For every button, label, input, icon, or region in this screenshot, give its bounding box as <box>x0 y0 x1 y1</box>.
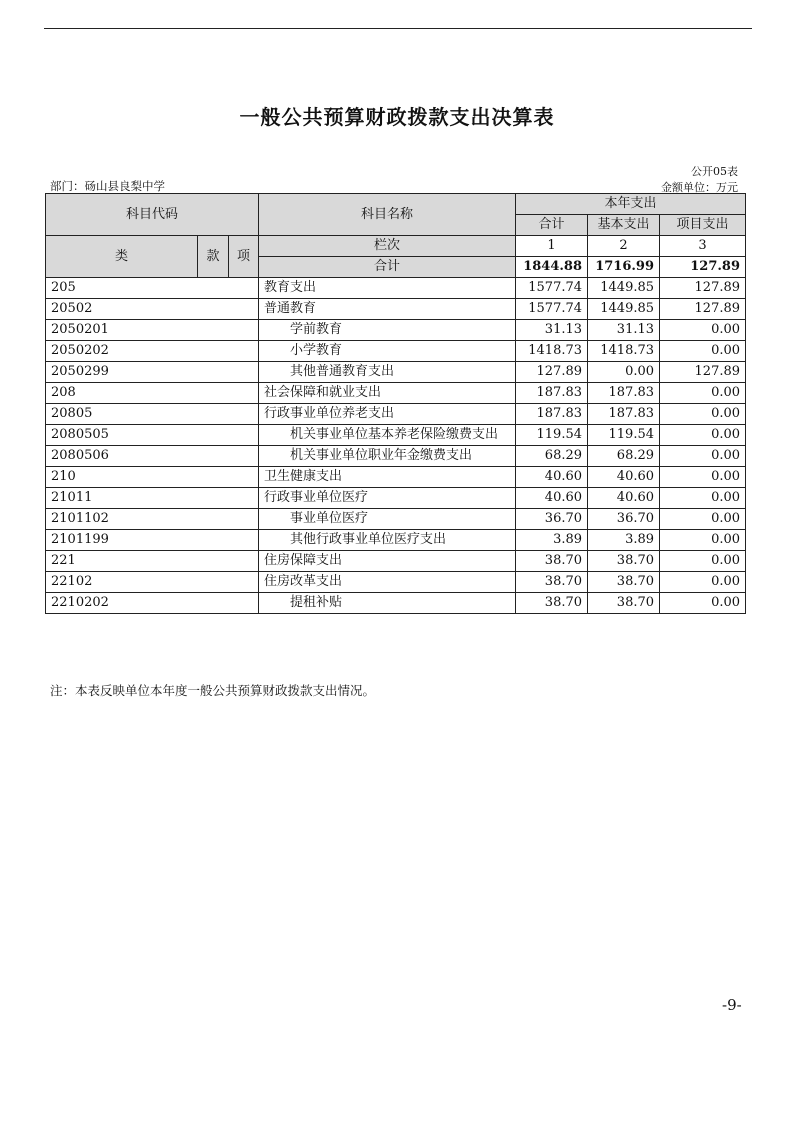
row-code: 2101199 <box>46 530 259 551</box>
row-project: 0.00 <box>660 530 746 551</box>
row-basic: 38.70 <box>588 572 660 593</box>
header-total: 合计 <box>516 215 588 236</box>
top-rule <box>44 28 752 29</box>
row-code: 2050299 <box>46 362 259 383</box>
row-total: 3.89 <box>516 530 588 551</box>
header-kuan: 款 <box>198 236 229 278</box>
row-name: 机关事业单位职业年金缴费支出 <box>259 446 516 467</box>
row-basic: 187.83 <box>588 383 660 404</box>
header-lei: 类 <box>46 236 198 278</box>
row-basic: 119.54 <box>588 425 660 446</box>
row-total: 38.70 <box>516 593 588 614</box>
table-row <box>46 362 746 383</box>
row-total: 187.83 <box>516 383 588 404</box>
row-project: 0.00 <box>660 404 746 425</box>
row-basic: 187.83 <box>588 404 660 425</box>
table-row <box>46 404 746 425</box>
table-row <box>46 278 746 299</box>
header-year-expense: 本年支出 <box>516 194 746 215</box>
row-name: 提租补贴 <box>259 593 516 614</box>
row-project: 0.00 <box>660 572 746 593</box>
table-row <box>46 572 746 593</box>
row-total: 1577.74 <box>516 299 588 320</box>
row-name: 小学教育 <box>259 341 516 362</box>
column-number-3: 3 <box>660 236 746 257</box>
table-row <box>46 551 746 572</box>
row-code: 21011 <box>46 488 259 509</box>
row-basic: 0.00 <box>588 362 660 383</box>
row-basic: 38.70 <box>588 551 660 572</box>
row-project: 0.00 <box>660 551 746 572</box>
column-number-1: 1 <box>516 236 588 257</box>
row-basic: 1418.73 <box>588 341 660 362</box>
sum-basic: 1716.99 <box>588 257 660 278</box>
sum-total: 1844.88 <box>516 257 588 278</box>
row-project: 0.00 <box>660 341 746 362</box>
column-number-2: 2 <box>588 236 660 257</box>
row-name: 其他行政事业单位医疗支出 <box>259 530 516 551</box>
row-name: 住房保障支出 <box>259 551 516 572</box>
row-basic: 1449.85 <box>588 278 660 299</box>
row-project: 0.00 <box>660 425 746 446</box>
row-code: 2210202 <box>46 593 259 614</box>
sum-project: 127.89 <box>660 257 746 278</box>
row-basic: 40.60 <box>588 488 660 509</box>
row-total: 31.13 <box>516 320 588 341</box>
table-row <box>46 383 746 404</box>
row-total: 38.70 <box>516 572 588 593</box>
row-code: 22102 <box>46 572 259 593</box>
row-basic: 38.70 <box>588 593 660 614</box>
department-label: 部门：砀山县良梨中学 <box>50 179 165 193</box>
header-basic-expense: 基本支出 <box>588 215 660 236</box>
header-project-expense: 项目支出 <box>660 215 746 236</box>
header-subject-name: 科目名称 <box>259 194 516 236</box>
row-basic: 31.13 <box>588 320 660 341</box>
page-title: 一般公共预算财政拨款支出决算表 <box>239 105 555 129</box>
row-name: 社会保障和就业支出 <box>259 383 516 404</box>
table-row <box>46 530 746 551</box>
table-row <box>46 320 746 341</box>
form-number: 公开05表 <box>691 165 738 178</box>
header-column-number: 栏次 <box>259 236 516 257</box>
row-total: 40.60 <box>516 488 588 509</box>
row-code: 205 <box>46 278 259 299</box>
row-code: 2050202 <box>46 341 259 362</box>
row-name: 行政事业单位医疗 <box>259 488 516 509</box>
row-project: 0.00 <box>660 383 746 404</box>
row-name: 其他普通教育支出 <box>259 362 516 383</box>
row-name: 事业单位医疗 <box>259 509 516 530</box>
row-project: 127.89 <box>660 362 746 383</box>
row-project: 0.00 <box>660 446 746 467</box>
row-total: 187.83 <box>516 404 588 425</box>
row-project: 0.00 <box>660 320 746 341</box>
table-row <box>46 425 746 446</box>
row-code: 2080506 <box>46 446 259 467</box>
row-code: 208 <box>46 383 259 404</box>
row-basic: 40.60 <box>588 467 660 488</box>
row-code: 210 <box>46 467 259 488</box>
row-name: 住房改革支出 <box>259 572 516 593</box>
page-number: -9- <box>722 996 742 1014</box>
table-row <box>46 509 746 530</box>
row-name: 机关事业单位基本养老保险缴费支出 <box>259 425 516 446</box>
table-row <box>46 488 746 509</box>
table-row <box>46 593 746 614</box>
row-name: 普通教育 <box>259 299 516 320</box>
row-project: 127.89 <box>660 278 746 299</box>
row-name: 学前教育 <box>259 320 516 341</box>
row-code: 2101102 <box>46 509 259 530</box>
row-project: 0.00 <box>660 488 746 509</box>
row-total: 1418.73 <box>516 341 588 362</box>
header-subject-code: 科目代码 <box>46 194 259 236</box>
row-code: 20805 <box>46 404 259 425</box>
sum-label: 合计 <box>259 257 516 278</box>
row-name: 行政事业单位养老支出 <box>259 404 516 425</box>
table-row <box>46 446 746 467</box>
row-basic: 68.29 <box>588 446 660 467</box>
row-basic: 1449.85 <box>588 299 660 320</box>
row-name: 教育支出 <box>259 278 516 299</box>
row-total: 36.70 <box>516 509 588 530</box>
row-basic: 36.70 <box>588 509 660 530</box>
table-note: 注：本表反映单位本年度一般公共预算财政拨款支出情况。 <box>50 683 376 698</box>
row-basic: 3.89 <box>588 530 660 551</box>
row-project: 127.89 <box>660 299 746 320</box>
row-total: 68.29 <box>516 446 588 467</box>
table-row <box>46 467 746 488</box>
row-name: 卫生健康支出 <box>259 467 516 488</box>
expenditure-table <box>45 193 746 614</box>
row-total: 127.89 <box>516 362 588 383</box>
row-project: 0.00 <box>660 593 746 614</box>
row-code: 2080505 <box>46 425 259 446</box>
row-project: 0.00 <box>660 467 746 488</box>
row-total: 38.70 <box>516 551 588 572</box>
table-row <box>46 299 746 320</box>
row-code: 2050201 <box>46 320 259 341</box>
unit-label: 金额单位：万元 <box>661 181 738 194</box>
row-project: 0.00 <box>660 509 746 530</box>
row-code: 20502 <box>46 299 259 320</box>
row-code: 221 <box>46 551 259 572</box>
row-total: 1577.74 <box>516 278 588 299</box>
row-total: 119.54 <box>516 425 588 446</box>
table-row <box>46 341 746 362</box>
row-total: 40.60 <box>516 467 588 488</box>
header-xiang: 项 <box>229 236 259 278</box>
